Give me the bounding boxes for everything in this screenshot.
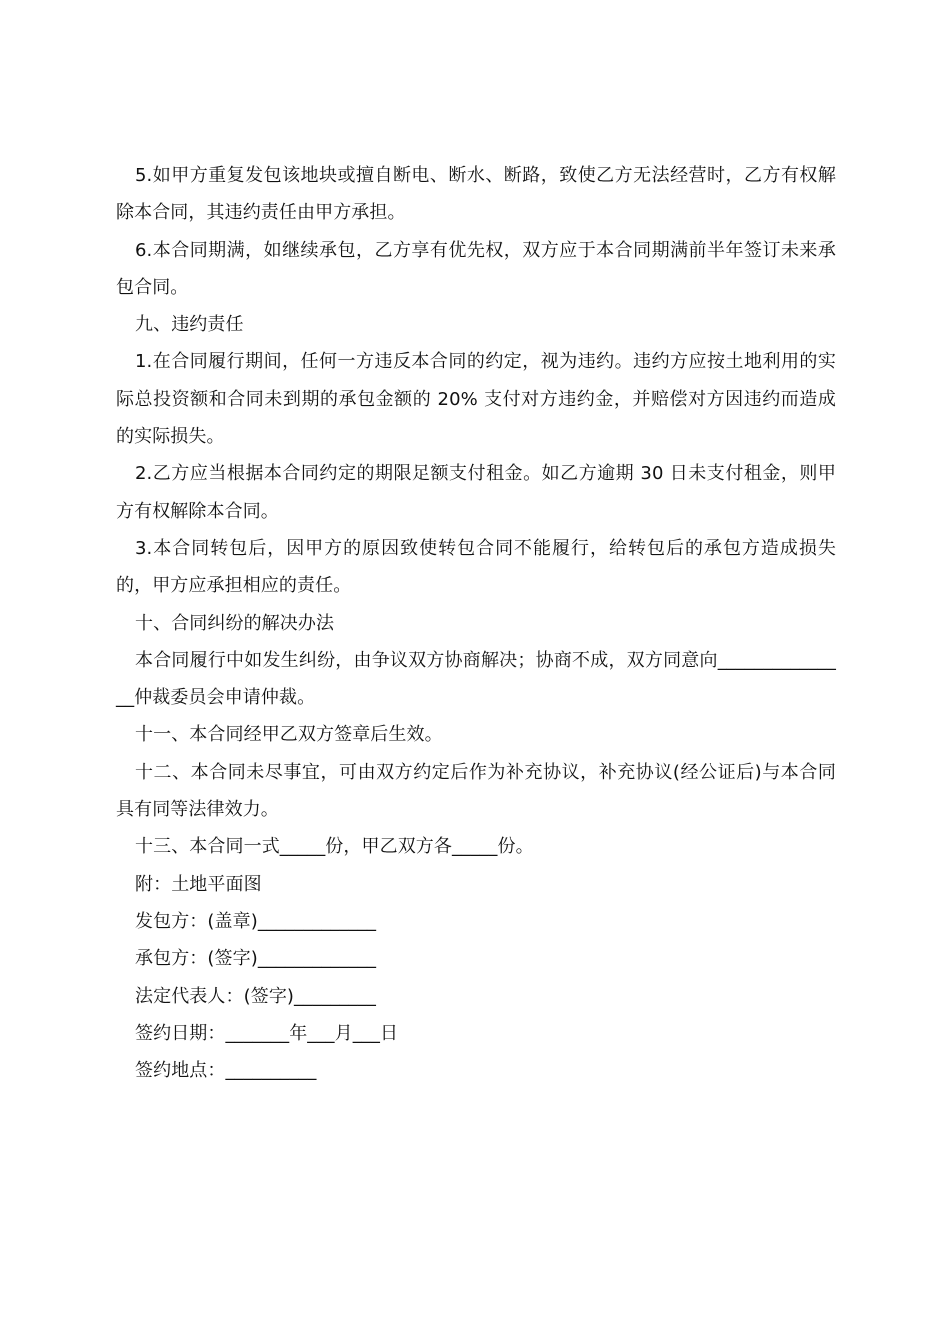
clause-8-5: 5.如甲方重复发包该地块或擅自断电、断水、断路，致使乙方无法经营时，乙方有权解除本合同，其违约责任由甲方承担。 [116,165,836,224]
section-12: 十二、本合同未尽事宜，可由双方约定后作为补充协议，补充协议(经公证后)与本合同具有同等法律效力。 [116,761,836,821]
signing-place-line: 签约地点：__________ [135,1060,317,1082]
section-9-heading: 九、违约责任 [135,314,244,336]
section-11: 十一、本合同经甲乙双方签章后生效。 [135,724,443,746]
section-10-heading: 十、合同纠纷的解决办法 [135,612,335,634]
contractor-signature-line: 承包方：(签字)_____________ [135,948,377,970]
clause-9-2: 2.乙方应当根据本合同约定的期限足额支付租金。如乙方逾期 30 日未支付租金，则甲方有权解除本合同。 [116,463,836,522]
clause-10-text: 本合同履行中如发生纠纷，由争议双方协商解决；协商不成，双方同意向_______________仲裁委员会申请仲裁。 [116,649,836,709]
section-13: 十三、本合同一式_____份，甲乙双方各_____份。 [135,836,534,858]
signing-date-line: 签约日期：_______年___月___日 [135,1022,399,1044]
legal-representative-line: 法定代表人：(签字)_________ [135,985,376,1007]
clause-8-6: 6.本合同期满，如继续承包，乙方享有优先权，双方应于本合同期满前半年签订未来承包合同。 [116,239,836,298]
contract-page [116,157,836,1089]
clause-9-1: 1.在合同履行期间，任何一方违反本合同的约定，视为违约。违约方应按土地利用的实际总投资额和合同未到期的承包金额的 20% 支付对方违约金，并赔偿对方因违约而造成的实际损失。 [116,351,836,448]
clause-9-3: 3.本合同转包后，因甲方的原因致使转包合同不能履行，给转包后的承包方造成损失的，甲方应承担相应的责任。 [116,537,836,597]
issuer-signature-line: 发包方：(盖章)_____________ [135,910,377,932]
attachment-line: 附：土地平面图 [135,873,262,895]
